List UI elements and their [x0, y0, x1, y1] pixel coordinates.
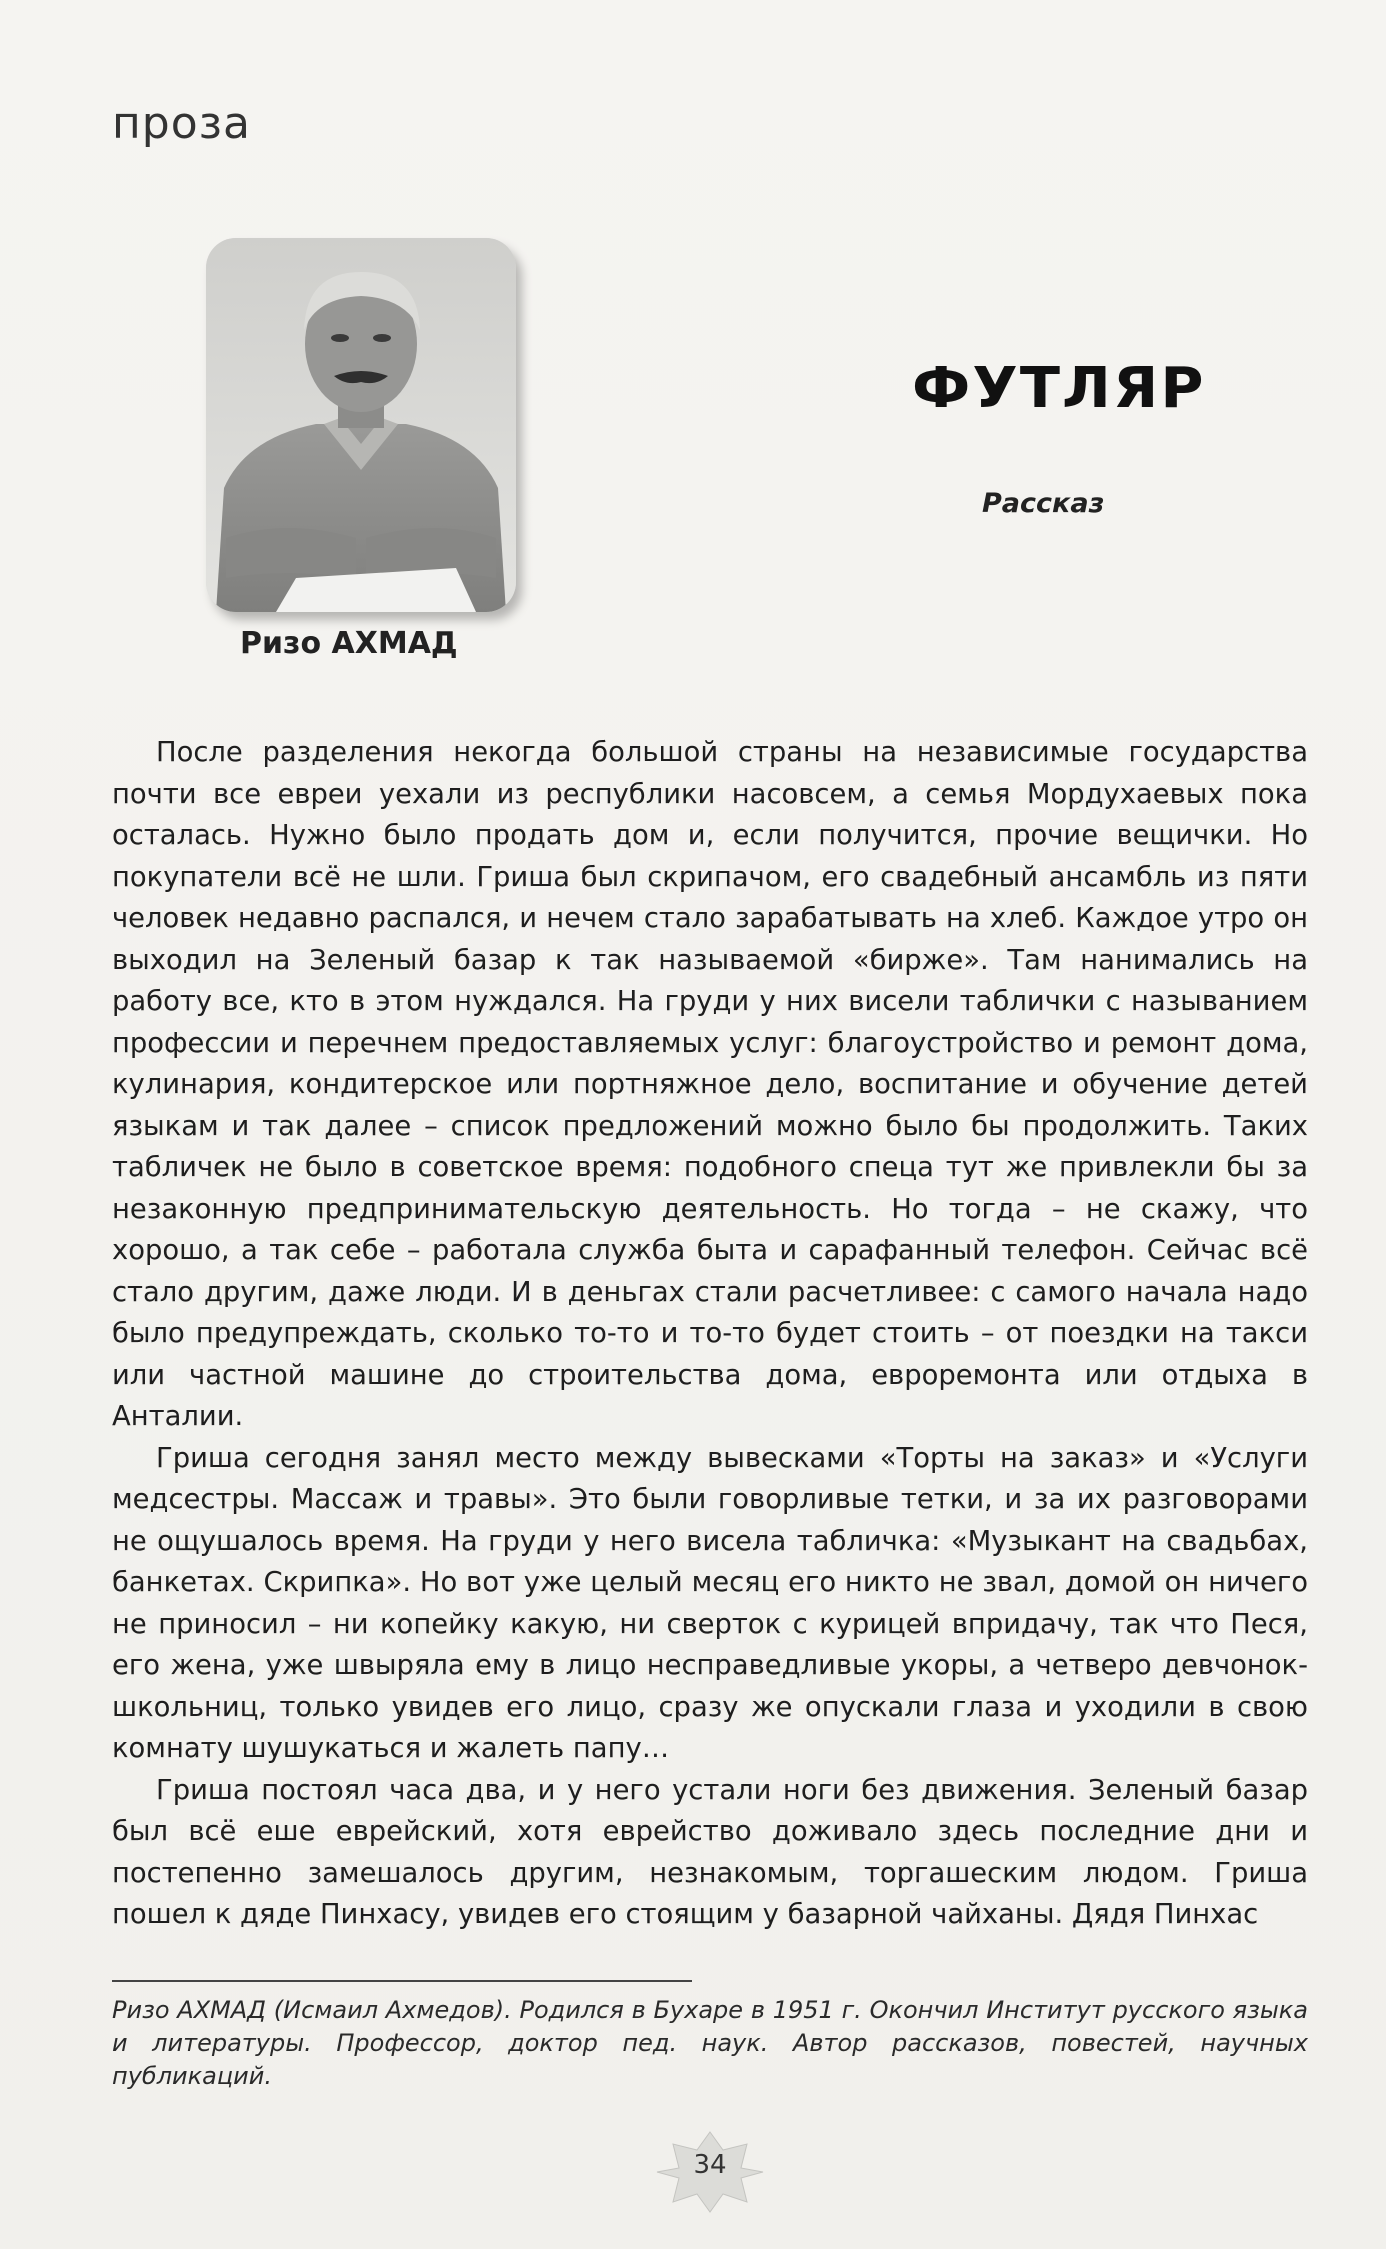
story-genre: Рассказ: [982, 488, 1105, 519]
section-label: проза: [112, 98, 251, 149]
body-paragraph-3: Гриша постоял часа два, и у него устали ноги без движения. Зеленый базар был всё еше еврейский, хотя еврейство доживало здесь последние дни и постепенно замешалось другим, незнакомым, торгашеским людом. Гриша пошел к дяде Пинхасу, увидев его стоящим у базарной чайханы. Дядя Пинхас: [112, 1774, 1308, 1930]
author-footnote: Ризо АХМАД (Исмаил Ахмедов). Родился в Бухаре в 1951 г. Окончил Институт русского языка и литературы. Профессор, доктор пед. наук. Автор рассказов, повестей, научных публикаций.: [112, 1996, 1308, 2090]
author-photo: [206, 238, 516, 612]
author-portrait-image: [206, 238, 516, 612]
page-number: 34: [693, 2150, 727, 2180]
body-paragraph-1: После разделения некогда большой страны на независимые государства почти все евреи уехали из республики насовсем, а семья Мордухаевых пока осталась. Нужно было продать дом и, если получится, прочие вещички. Но покупатели всё не шли. Гриша был скрипачом, его свадебный ансамбль из пяти человек недавно распался, и нечем стало зарабатывать на хлеб. Каждое утро он выходил на Зеленый базар к так называемой «бирже». Там нанимались на работу все, кто в этом нуждался. На груди у них висели таблички с называнием профессии и перечнем предоставляемых услуг: благоустройство и ремонт дома, кулинария, кондитерское или портняжное дело, воспитание и обучение детей языкам и так далее – список предложений можно было бы продолжить. Таких табличек не было в советское время: подобного спеца тут же привлекли бы за незаконную предпринимательскую деятельность. Но тогда – не скажу, что хорошо, а так себе – работала служба быта и сарафанный телефон. Сейчас всё стало другим, даже люди. И в деньгах стали расчетливее: с самого начала надо было предупреждать, сколько то-то и то-то будет стоить – от поездки на такси или частной машине до строительства дома, евроремонта или отдыха в Анталии.: [112, 737, 1308, 1432]
story-title: ФУТЛЯР: [912, 356, 1206, 421]
body-paragraph-2: Гриша сегодня занял место между вывесками «Торты на заказ» и «Услуги медсестры. Массаж и травы». Это были говорливые тетки, и за их разговорами не ощушалось время. На груди у него висела табличка: «Музыкант на свадьбах, банкетах. Скрипка». Но вот уже целый месяц его никто не звал, домой он ничего не приносил – ни копейку какую, ни сверток с курицей впридачу, так что Песя, его жена, уже швыряла ему в лицо несправедливые укоры, а четверо девчонок-школьниц, только увидев его лицо, сразу же опускали глаза и уходили в свою комнату шушукаться и жалеть папу…: [112, 1442, 1308, 1764]
story-body: [112, 732, 1308, 1936]
page-number-ornament: [655, 2130, 765, 2214]
footnote-divider: [112, 1980, 692, 1982]
author-name-caption: Ризо АХМАД: [240, 626, 458, 661]
